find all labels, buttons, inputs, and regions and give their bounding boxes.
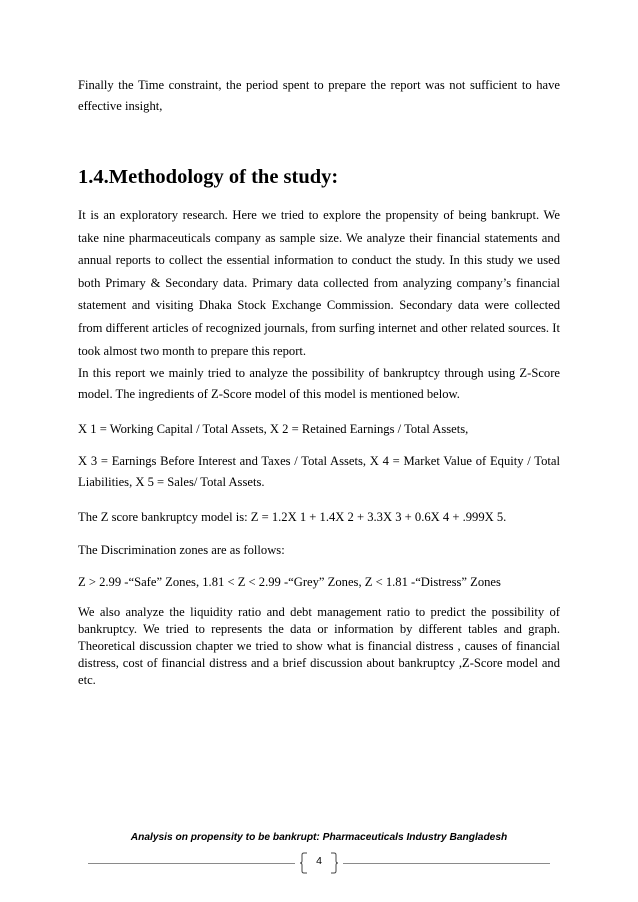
variables-x1-x2: X 1 = Working Capital / Total Assets, X 2 = Retained Earnings / Total Assets,: [78, 422, 469, 436]
page-number: 4: [316, 855, 322, 867]
intro-paragraph: Finally the Time constraint, the period spent to prepare the report was not sufficient to have effective insight,: [78, 78, 560, 113]
footer-rule-right: [343, 863, 550, 864]
discrimination-zones: Z > 2.99 -“Safe” Zones, 1.81 < Z < 2.99 -“Grey” Zones, Z < 1.81 -“Distress” Zones: [78, 575, 501, 589]
methodology-paragraph: It is an exploratory research. Here we tried to explore the propensity of being bankrupt. We take nine pharmaceuticals company as sample size. We analyze their financial statements and annual reports to collect the essential information to conduct the study. In this study we used both Primary & Secondary data. Primary data collected from analyzing company’s financial statement and visiting Dhaka Stock Exchange Commission. Secondary data were collected from different articles of recognized journals, from surfing internet and other related sources. It took almost two month to prepare this report.: [78, 208, 560, 358]
section-heading: 1.4.Methodology of the study:: [78, 166, 339, 188]
variables-x3-x4-x5: X 3 = Earnings Before Interest and Taxes / Total Assets, X 4 = Market Value of Equity / Total Liabilities, X 5 = Sales/ Total Assets.: [78, 454, 560, 489]
footer-rule-left: [88, 863, 295, 864]
zscore-intro-paragraph: In this report we mainly tried to analyze the possibility of bankruptcy through using Z-Score model. The ingredients of Z-Score model of this model is mentioned below.: [78, 366, 560, 401]
closing-paragraph: We also analyze the liquidity ratio and debt management ratio to predict the possibility of bankruptcy. We tried to represents the data or information by different tables and graph. Theoretical discussion chapter we tried to show what is financial distress , causes of financial distress, cost of financial distress and a brief discussion about bankruptcy ,Z-Score model and etc.: [78, 605, 560, 687]
zscore-model-formula: The Z score bankruptcy model is: Z = 1.2X 1 + 1.4X 2 + 3.3X 3 + 0.6X 4 + .999X 5.: [78, 510, 507, 524]
zones-intro: The Discrimination zones are as follows:: [78, 543, 285, 557]
footer-title: Analysis on propensity to be bankrupt: Pharmaceuticals Industry Bangladesh: [130, 832, 508, 843]
